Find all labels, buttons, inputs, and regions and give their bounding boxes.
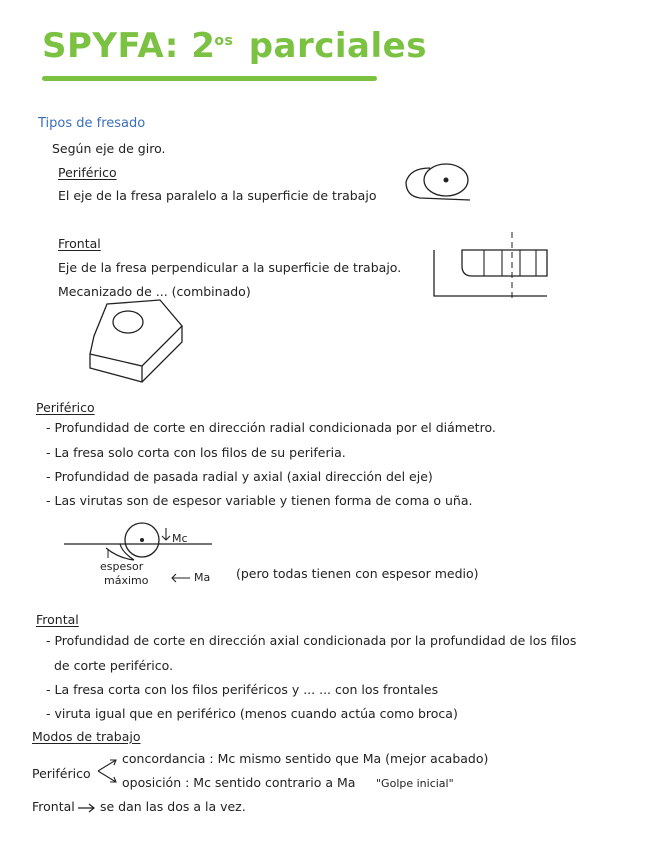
diagram-label-maximo: máximo [104, 574, 149, 587]
modos-periferico-label: Periférico [32, 766, 91, 781]
frontal-subheading: Frontal [58, 236, 101, 251]
periferico-description: El eje de la fresa paralelo a la superficie de trabajo [58, 188, 377, 203]
periferico-subheading: Periférico [58, 165, 117, 180]
frontal-milling-sketch [432, 232, 557, 302]
title-main: SPYFA: 2 [42, 26, 216, 66]
frontal-item-2: - La fresa corta con los filos periféricos y ... ... con los frontales [46, 682, 439, 697]
page-title [42, 26, 427, 66]
periferico-item-3: - Profundidad de pasada radial y axial (axial dirección del eje) [46, 469, 433, 484]
title-superscript: os [214, 32, 234, 49]
segun-eje-text: Según eje de giro. [52, 141, 166, 156]
tipos-heading: Tipos de fresado [38, 116, 146, 131]
diagram-label-espesor: espesor [100, 560, 144, 573]
modos-heading: Modos de trabajo [32, 729, 141, 744]
frontal-description: Eje de la fresa perpendicular a la superficie de trabajo. [58, 260, 402, 275]
frontal-item-1-cont: de corte periférico. [54, 658, 174, 673]
diagram-note: (pero todas tienen con espesor medio) [236, 566, 479, 581]
modos-concordancia: concordancia : Mc mismo sentido que Ma (mejor acabado) [122, 751, 489, 766]
diagram-label-ma: Ma [194, 571, 211, 584]
frontal-section-heading: Frontal [36, 612, 79, 627]
periferico-item-2: - La fresa solo corta con los filos de su periferia. [46, 445, 346, 460]
frontal-item-1: - Profundidad de corte en dirección axial condicionada por la profundidad de los filos [46, 633, 577, 648]
combined-machining-sketch [82, 296, 192, 386]
title-rest: parciales [248, 26, 427, 66]
frontal-item-3: - viruta igual que en periférico (menos cuando actúa como broca) [46, 706, 458, 721]
peripheral-milling-sketch [400, 160, 480, 210]
modos-frontal-description: se dan las dos a la vez. [100, 799, 246, 814]
mecanizado-text: Mecanizado de ... (combinado) [58, 284, 251, 299]
diagram-label-mc: Mc [172, 532, 188, 545]
periferico-item-1: - Profundidad de corte en dirección radial condicionada por el diámetro. [46, 420, 496, 435]
periferico-section-heading: Periférico [36, 400, 95, 415]
modos-branch-arrows [96, 756, 122, 786]
title-underline [42, 76, 377, 81]
modos-golpe-inicial: "Golpe inicial" [376, 777, 454, 790]
modos-frontal-label: Frontal [32, 799, 75, 814]
modos-frontal-arrow [76, 802, 98, 814]
modos-oposicion: oposición : Mc sentido contrario a Ma [122, 775, 356, 790]
periferico-item-4: - Las virutas son de espesor variable y tienen forma de coma o uña. [46, 493, 473, 508]
